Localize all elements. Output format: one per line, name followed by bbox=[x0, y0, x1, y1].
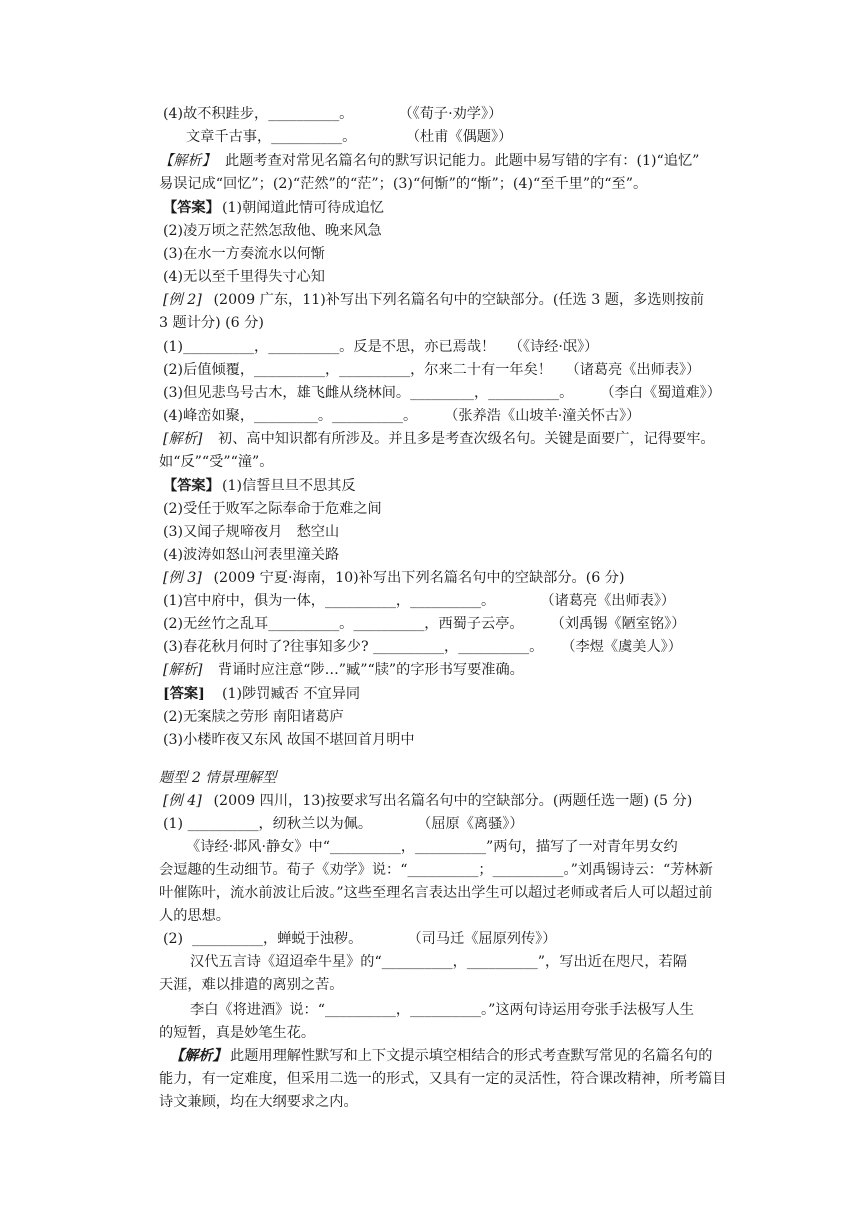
text-line: 3 题计分) (6 分) bbox=[159, 315, 264, 331]
answer-label: 【答案】 bbox=[163, 200, 220, 216]
text-line: 的短暂，真是妙笔生花。 bbox=[159, 1025, 316, 1041]
text-line: (2009 宁夏·海南，10)补写出下列名篇名句中的空缺部分。(6 分) bbox=[209, 570, 625, 586]
text-line: (2)凌万顷之茫然怎敌他、晚来风急 bbox=[163, 223, 382, 239]
text-line: 此题考查对常见名篇名句的默写识记能力。此题中易写错的字有：(1)“追忆” bbox=[225, 153, 700, 169]
text-line: (3)又闻子规啼夜月 愁空山 bbox=[163, 524, 340, 540]
text-line: 初、高中知识都有所涉及。并且多是考查次级名句。关键是面要广，记得要牢。 bbox=[209, 431, 715, 447]
text-line: 李白《将进酒》说：“__________，__________。”这两句诗运用夸张手法极写人生 bbox=[190, 1002, 694, 1018]
text-line: (1)宫中府中，俱为一体，__________，__________。 （诸葛亮《出师表》） bbox=[163, 593, 676, 609]
text-line: (3)春花秋月何时了?往事知多少? __________，__________。 （李煜《虞美人》） bbox=[163, 639, 682, 655]
text-line: 背诵时应注意“陟…”臧”“牍”的字形书写要准确。 bbox=[209, 662, 524, 678]
text-line: 叶催陈叶，流水前波让后波。”这些至理名言表达出学生可以超过老师或者后人可以超过前 bbox=[159, 885, 713, 901]
answer-label: 【答案】 bbox=[163, 478, 220, 494]
text-line: (3)但见悲鸟号古木，雄飞雌从绕林间。_________，__________。 （李白《蜀道难》） bbox=[163, 385, 721, 401]
text-line: (2)无案牍之劳形 南阳诸葛庐 bbox=[163, 709, 344, 725]
text-line: (3)小楼昨夜又东风 故国不堪回首月明中 bbox=[163, 732, 415, 748]
text-line: (4)无以至千里得失寸心知 bbox=[163, 269, 325, 285]
text-line: 天涯，难以排遣的离别之苦。 bbox=[159, 977, 344, 993]
analysis-label: [解析] bbox=[163, 662, 203, 678]
text-line: (2009 广东，11)补写出下列名篇名句中的空缺部分。(任选 3 题，多选则按前 bbox=[209, 292, 705, 308]
text-line: (1)__________，__________。反是不思，亦已焉哉！ （《诗经·氓》） bbox=[163, 339, 599, 355]
text-line: 文章千古事，__________。 （杜甫《偶题》） bbox=[186, 129, 513, 145]
text-line: (2)后值倾覆，__________，__________，尔来二十有一年矣！ （诸葛亮《出师表》） bbox=[163, 362, 701, 378]
text-line: 汉代五言诗《迢迢牵牛星》的“__________，__________”，写出近在咫尺，若隔 bbox=[190, 954, 687, 970]
text-line: 会逗趣的生动细节。荀子《劝学》说：“__________；__________。”刘禹锡诗云：“芳林新 bbox=[159, 862, 713, 878]
section-heading: 题型 2 情景理解型 bbox=[159, 770, 277, 786]
example-label: [例 3] bbox=[163, 570, 202, 586]
example-label: [例 4] bbox=[163, 793, 202, 809]
analysis-label: 【解析】 bbox=[170, 1048, 227, 1064]
answer-label: [答案] bbox=[163, 686, 205, 702]
text-line: (2) __________，蝉蜕于浊秽。 （司马迁《屈原列传》） bbox=[163, 931, 557, 947]
text-line: (1) __________，纫秋兰以为佩。 （屈原《离骚》） bbox=[163, 816, 524, 832]
example-label: [例 2] bbox=[163, 292, 202, 308]
text-line: (2)无丝竹之乱耳__________。__________，西蜀子云亭。 （刘禹锡《陋室铭》） bbox=[163, 616, 686, 632]
analysis-label: [解析] bbox=[163, 431, 203, 447]
text-line: 如“反”“受”“潼”。 bbox=[159, 454, 274, 470]
text-line: (1)陟罚臧否 不宜异同 bbox=[222, 686, 361, 702]
text-line: (2009 四川，13)按要求写出名篇名句中的空缺部分。(两题任选一题) (5 分) bbox=[209, 793, 693, 809]
text-line: (4)峰峦如聚，_________。__________。 （张养浩《山坡羊·潼关怀古》） bbox=[163, 408, 641, 424]
text-line: (1)朝闻道此情可待成追忆 bbox=[222, 200, 384, 216]
text-line: 能力，有一定难度，但采用二选一的形式，又具有一定的灵活性，符合课改精神，所考篇目 bbox=[159, 1071, 727, 1087]
text-line: (4)波涛如怒山河表里潼关路 bbox=[163, 547, 340, 563]
text-line: 此题用理解性默写和上下文提示填空相结合的形式考查默写常见的名篇名句的 bbox=[230, 1048, 713, 1064]
text-line: 《诗经·邶风·静女》中“__________，__________”两句，描写了一对青年男女约 bbox=[186, 839, 678, 855]
text-line: 易误记成“回忆”；(2)“茫然”的“茫”；(3)“何惭”的“惭”；(4)“至千里”的“至”。 bbox=[159, 176, 648, 192]
analysis-label: 【解析】 bbox=[159, 153, 216, 169]
text-line: 诗文兼顾，均在大纲要求之内。 bbox=[159, 1094, 358, 1110]
text-line: (4)故不积跬步，__________。 （《荀子·劝学》） bbox=[163, 106, 503, 122]
text-line: (3)在水一方奏流水以何惭 bbox=[163, 246, 325, 262]
text-line: 人的思想。 bbox=[159, 908, 230, 924]
text-line: (1)信誓旦旦不思其反 bbox=[222, 478, 356, 494]
text-line: (2)受任于败军之际奉命于危难之间 bbox=[163, 501, 382, 517]
